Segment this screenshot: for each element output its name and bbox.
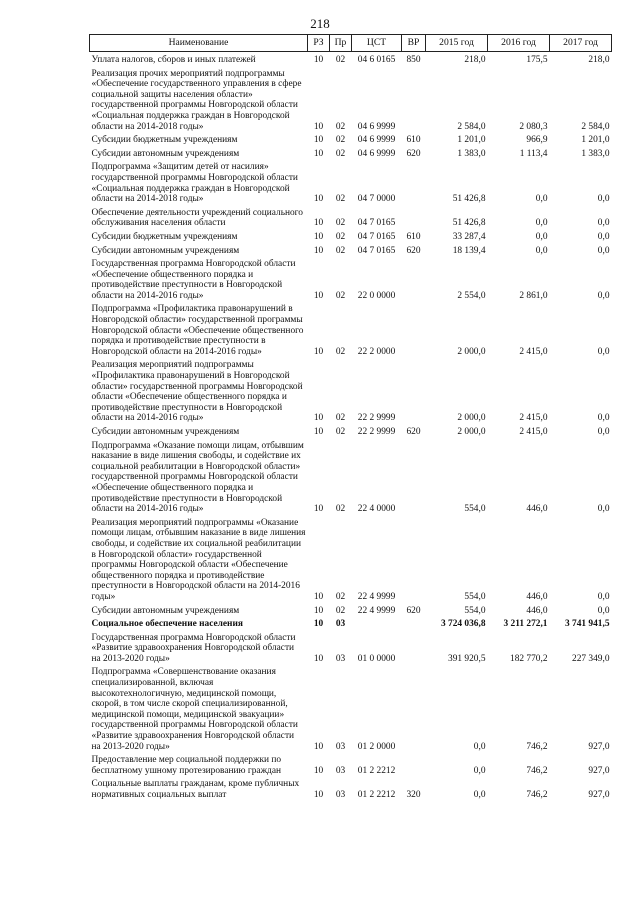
row-name: Обеспечение деятельности учреждений социального обслуживания населения области (91, 207, 303, 229)
row-2017: 1 201,0 (581, 135, 610, 146)
row-2017: 2 584,0 (581, 121, 610, 132)
row-2015: 1 201,0 (457, 135, 486, 146)
header-2016: 2016 год (488, 35, 550, 52)
row-vr: 620 (406, 148, 421, 159)
row-vr (402, 754, 426, 778)
row-pr: 02 (335, 231, 346, 242)
table-row (90, 426, 612, 440)
table-row (90, 440, 612, 517)
header-cst: ЦСТ (352, 35, 402, 52)
table-row (90, 778, 612, 802)
row-2017: 927,0 (588, 765, 610, 776)
table-row (90, 245, 612, 259)
row-pr: 03 (335, 653, 346, 664)
row-vr (402, 440, 426, 517)
row-cst: 04 7 0165 (357, 218, 396, 229)
row-cst: 22 4 9999 (357, 591, 396, 602)
table-row (90, 148, 612, 162)
header-2015: 2015 год (426, 35, 488, 52)
row-vr: 610 (406, 135, 421, 146)
table-row (90, 68, 612, 135)
row-2016: 2 861,0 (519, 290, 548, 301)
row-name: Социальное обеспечение населения (91, 619, 243, 630)
row-2016: 182 770,2 (510, 653, 548, 664)
row-pr: 03 (335, 765, 346, 776)
row-2017: 0,0 (597, 605, 610, 616)
row-2017: 0,0 (597, 231, 610, 242)
row-vr (402, 161, 426, 206)
row-pr: 02 (335, 55, 346, 65)
row-vr: 620 (406, 427, 421, 437)
row-2016: 446,0 (526, 591, 548, 602)
row-name: Предоставление мер социальной поддержки по бесплатному ушному протезированию граждан (91, 755, 282, 776)
row-name: Реализация мероприятий подпрограммы «Оказание помощи лицам, отбывшим наказание в виде лишения свободы, и содействие их социальной реабилитации в Новгородской области» государственной программы Новгородской области «Обеспечение общественного порядка и противодействие преступности в Новгородской области на 2014-2016 годы» (91, 517, 306, 602)
row-2016: 3 211 272,1 (503, 619, 548, 630)
row-cst: 01 2 0000 (357, 741, 396, 752)
row-2017: 927,0 (588, 790, 610, 800)
row-2017: 0,0 (597, 194, 610, 205)
row-2016: 966,9 (526, 135, 548, 146)
row-2015: 3 724 036,8 (440, 619, 486, 630)
row-cst: 22 0 0000 (357, 290, 396, 301)
row-2017: 1 383,0 (581, 148, 610, 159)
row-2017: 0,0 (597, 504, 610, 515)
row-2017: 0,0 (597, 413, 610, 424)
row-rz: 10 (313, 741, 324, 752)
row-pr: 03 (335, 790, 346, 800)
budget-table (89, 34, 612, 803)
row-pr: 02 (335, 194, 346, 205)
row-2016: 2 415,0 (519, 413, 548, 424)
table-row (90, 666, 612, 754)
row-rz: 10 (313, 653, 324, 664)
row-2016: 175,5 (526, 55, 548, 65)
row-2017: 0,0 (597, 346, 610, 357)
row-vr (402, 517, 426, 605)
table-row (90, 134, 612, 148)
row-2015: 554,0 (464, 605, 486, 616)
row-rz: 10 (313, 55, 324, 65)
row-2017: 0,0 (597, 245, 610, 256)
row-rz: 10 (313, 413, 324, 424)
table-row (90, 632, 612, 667)
row-2016: 0,0 (535, 245, 548, 256)
row-pr: 02 (335, 290, 346, 301)
row-2015: 218,0 (464, 55, 486, 65)
row-name: Подпрограмма «Совершенствование оказания специализированной, включая высокотехнологичную, медицинской помощи, скорой, в том числе скорой специализированной, медицинской помощи, медицинской эвакуации» государственной программы Новгородской области «Развитие здравоохранения Новгородской области на 2013-2020 годы» (91, 667, 298, 752)
row-rz: 10 (313, 619, 324, 630)
row-rz: 10 (313, 148, 324, 159)
row-2016: 2 415,0 (519, 346, 548, 357)
row-vr (402, 632, 426, 667)
row-rz: 10 (313, 290, 324, 301)
header-name: Наименование (90, 35, 308, 52)
row-2016: 0,0 (535, 231, 548, 242)
row-name: Субсидии бюджетным учреждениям (91, 135, 238, 146)
row-2017: 218,0 (588, 55, 610, 65)
row-vr (402, 359, 426, 426)
row-name: Подпрограмма «Профилактика правонарушений в Новгородской области» государственной программы Новгородской области «Обеспечение общественного порядка и противодействие преступности в Новгородской области на 2014-2016 годы» (91, 304, 304, 357)
row-name: Подпрограмма «Защитим детей от насилия» государственной программы Новгородской области «Социальная поддержка граждан в Новгородской области на 2014-2018 годы» (91, 162, 298, 205)
row-pr: 02 (335, 121, 346, 132)
row-pr: 02 (335, 135, 346, 146)
row-rz: 10 (313, 427, 324, 437)
row-rz: 10 (313, 218, 324, 229)
row-2015: 18 139,4 (452, 245, 486, 256)
table-row (90, 605, 612, 619)
row-rz: 10 (313, 135, 324, 146)
row-cst: 04 6 9999 (357, 148, 396, 159)
row-pr: 02 (335, 413, 346, 424)
row-name: Государственная программа Новгородской области «Обеспечение общественного порядка и противодействие преступности в Новгородской области на 2014-2016 годы» (91, 259, 296, 301)
row-cst: 04 6 9999 (357, 135, 396, 146)
row-2015: 0,0 (473, 741, 486, 752)
row-vr (402, 207, 426, 231)
row-2017: 927,0 (588, 741, 610, 752)
table-row (90, 517, 612, 605)
row-rz: 10 (313, 605, 324, 616)
row-rz: 10 (313, 591, 324, 602)
row-2016: 2 415,0 (519, 427, 548, 437)
row-name: Уплата налогов, сборов и иных платежей (91, 55, 256, 65)
row-pr: 02 (335, 591, 346, 602)
row-cst: 01 2 2212 (357, 765, 396, 776)
row-vr: 320 (406, 790, 421, 800)
header-rz: РЗ (308, 35, 330, 52)
row-cst: 22 2 9999 (357, 413, 396, 424)
row-cst (352, 618, 402, 632)
row-2017: 0,0 (597, 218, 610, 229)
page-number: 218 (310, 16, 330, 31)
table-row (90, 618, 612, 632)
table-row (90, 52, 612, 68)
header-pr: Пр (330, 35, 352, 52)
row-pr: 03 (335, 619, 346, 630)
row-cst: 04 6 9999 (357, 121, 396, 132)
row-2015: 391 920,5 (448, 653, 486, 664)
row-pr: 02 (335, 605, 346, 616)
table-header-row (90, 35, 612, 52)
table-row (90, 754, 612, 778)
row-name: Государственная программа Новгородской области «Развитие здравоохранения Новгородской области на 2013-2020 годы» (91, 632, 296, 664)
row-2015: 2 000,0 (457, 346, 486, 357)
row-name: Социальные выплаты гражданам, кроме публичных нормативных социальных выплат (91, 779, 300, 800)
row-vr: 620 (406, 605, 421, 616)
row-cst: 04 6 0165 (357, 55, 396, 65)
row-2017: 0,0 (597, 591, 610, 602)
row-2016: 0,0 (535, 218, 548, 229)
row-2015: 33 287,4 (452, 231, 486, 242)
row-name: Субсидии автономным учреждениям (91, 605, 240, 616)
row-2017: 0,0 (597, 290, 610, 301)
row-cst: 22 4 9999 (357, 605, 396, 616)
header-2017: 2017 год (550, 35, 612, 52)
row-2017: 227 349,0 (572, 653, 610, 664)
row-2016: 746,2 (526, 765, 548, 776)
row-vr (402, 666, 426, 754)
table-row (90, 207, 612, 231)
row-2016: 1 113,4 (519, 148, 548, 159)
row-cst: 01 0 0000 (357, 653, 396, 664)
row-2016: 446,0 (526, 504, 548, 515)
row-cst: 04 7 0165 (357, 231, 396, 242)
row-2015: 2 000,0 (457, 413, 486, 424)
row-cst: 22 2 9999 (357, 427, 396, 437)
row-2016: 2 080,3 (519, 121, 548, 132)
row-name: Субсидии автономным учреждениям (91, 427, 240, 437)
row-rz: 10 (313, 765, 324, 776)
row-name: Субсидии автономным учреждениям (91, 148, 240, 159)
row-2016: 746,2 (526, 790, 548, 800)
row-2015: 0,0 (473, 790, 486, 800)
row-vr: 610 (406, 231, 421, 242)
row-rz: 10 (313, 504, 324, 515)
row-2016: 446,0 (526, 605, 548, 616)
row-cst: 22 2 0000 (357, 346, 396, 357)
row-cst: 04 7 0165 (357, 245, 396, 256)
row-2015: 2 554,0 (457, 290, 486, 301)
row-2016: 0,0 (535, 194, 548, 205)
row-pr: 03 (335, 741, 346, 752)
row-rz: 10 (313, 231, 324, 242)
row-cst: 22 4 0000 (357, 504, 396, 515)
row-2017: 3 741 941,5 (564, 619, 610, 630)
row-rz: 10 (313, 194, 324, 205)
row-name: Субсидии автономным учреждениям (91, 245, 240, 256)
row-rz: 10 (313, 346, 324, 357)
row-2015: 554,0 (464, 591, 486, 602)
row-pr: 02 (335, 148, 346, 159)
table-row (90, 359, 612, 426)
row-2015: 554,0 (464, 504, 486, 515)
row-pr: 02 (335, 245, 346, 256)
table-row (90, 258, 612, 303)
row-name: Подпрограмма «Оказание помощи лицам, отбывшим наказание в виде лишения свободы, и содействие их социальной реабилитации в Новгородской области» государственной программы Новгородской области «Обеспечение общественного порядка и противодействие преступности в Новгородской области на 2014-2016 годы» (91, 440, 304, 515)
row-cst: 01 2 2212 (357, 790, 396, 800)
row-2015: 0,0 (473, 765, 486, 776)
row-vr (402, 618, 426, 632)
row-pr: 02 (335, 427, 346, 437)
row-2015: 51 426,8 (452, 218, 486, 229)
row-2015: 51 426,8 (452, 194, 486, 205)
table-row (90, 303, 612, 359)
row-2015: 2 000,0 (457, 427, 486, 437)
row-2016: 746,2 (526, 741, 548, 752)
row-vr (402, 303, 426, 359)
table-row (90, 231, 612, 245)
table-row (90, 161, 612, 206)
header-vr: ВР (402, 35, 426, 52)
row-vr: 620 (406, 245, 421, 256)
row-vr (402, 258, 426, 303)
row-vr (402, 68, 426, 135)
row-name: Реализация мероприятий подпрограммы «Профилактика правонарушений в Новгородской области» государственной программы Новгородской области «Обеспечение общественного порядка и противодействие преступности в Новгородской области на 2014-2016 годы» (91, 360, 303, 424)
row-2017: 0,0 (597, 427, 610, 437)
row-vr: 850 (406, 55, 421, 65)
row-pr: 02 (335, 218, 346, 229)
row-rz: 10 (313, 121, 324, 132)
row-name: Субсидии бюджетным учреждениям (91, 231, 238, 242)
row-rz: 10 (313, 790, 324, 800)
row-2015: 2 584,0 (457, 121, 486, 132)
row-pr: 02 (335, 504, 346, 515)
row-name: Реализация прочих мероприятий подпрограммы «Обеспечение государственного управления в сфере социальной защиты населения области» государственной программы Новгородской области «Социальная поддержка граждан в Новгородской области на 2014-2018 годы» (91, 68, 302, 132)
row-2015: 1 383,0 (457, 148, 486, 159)
row-pr: 02 (335, 346, 346, 357)
row-rz: 10 (313, 245, 324, 256)
row-cst: 04 7 0000 (357, 194, 396, 205)
